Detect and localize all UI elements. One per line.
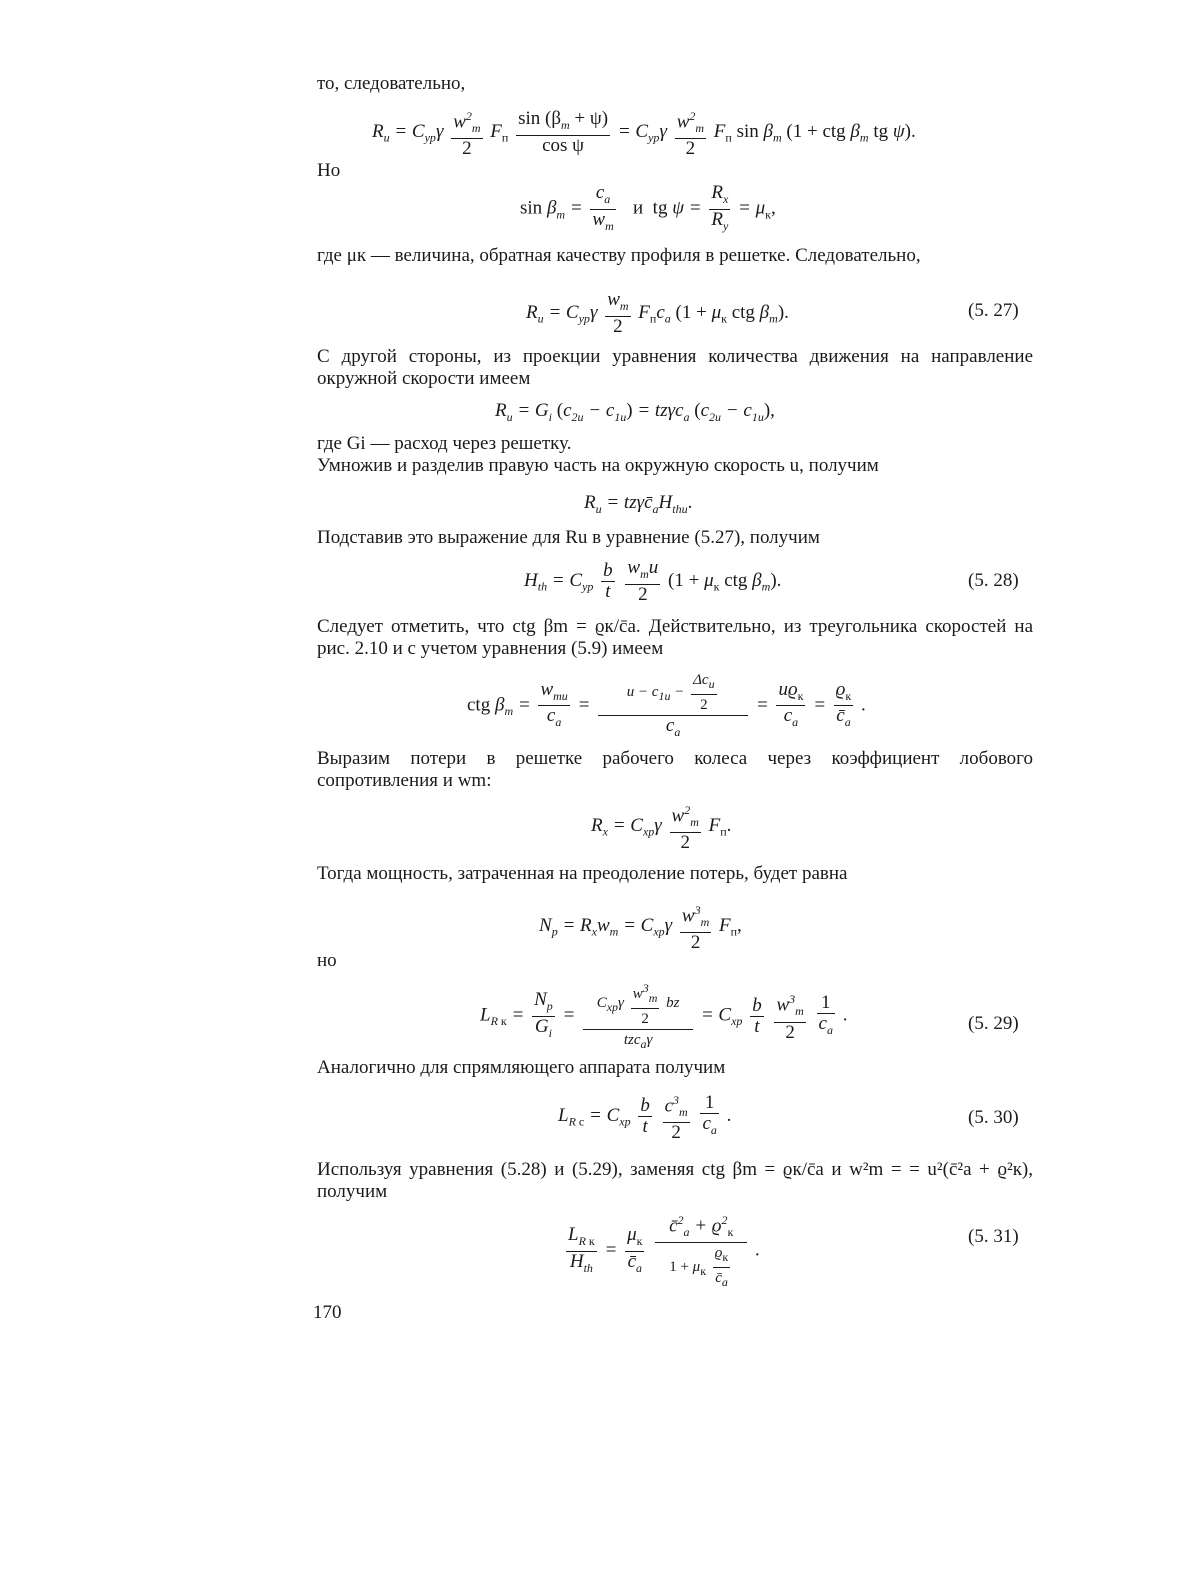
paragraph-1: то, следовательно,: [317, 73, 466, 94]
equation-5-30: $L_{R с} = C_{xp}$ $\frac{b}{t}$ $\frac{c^3_m}{2}$ $\frac{1}{c_a}$ .: [558, 1090, 731, 1143]
equation-number-5-27: (5. 27): [968, 300, 1019, 321]
paragraph-5: где Gi — расход через решетку.: [317, 433, 572, 454]
equation-ctg-beta: ctg $\beta_m$ = $w_{mu}$ $c_a$ = $u - c_{1u}$ − $\Delta c_u$ 2 $c_a$ = $uϱ_к$ $c_a$ = $ϱ_к$ $c̄_a$ .: [467, 672, 866, 739]
page-number: 170: [313, 1302, 342, 1323]
equation-number-5-28: (5. 28): [968, 570, 1019, 591]
equation-number-5-29: (5. 29): [968, 1013, 1019, 1034]
equation-5-31: $L_{R к}$ $H_{th}$ = $\mu_к$ $c̄_a$ c̄$^2_a$ + $ϱ^2_к$ $1 + \mu_к$ $ϱ_к$ $c̄_a$ .: [563, 1210, 760, 1292]
equation-5-29: $L_{R к}$ = $\frac{N_p}{G_i}$ = $C_{xp}\gamma$ $\frac{w^3_m}{2}$ bz tzc$_a$γ = $C_{xp}$ $\frac{b}{t}$ $\frac{w^3_m}{2}$ $\frac{1}{c_a}$ .: [480, 978, 847, 1054]
paragraph-4: С другой стороны, из проекции уравнения количества движения на направление окружной скорости имеем: [317, 346, 1033, 389]
paragraph-8: Следует отметить, что ctg βm = ϱк/c̄a. Действительно, из треугольника скоростей на рис. 2.10 и с учетом уравнения (5.9) имеем: [317, 616, 1033, 659]
paragraph-11: но: [317, 950, 337, 971]
equation-ru-hthu: $R_u$ = $tz\gamma c̄_aH_{thu}$.: [584, 492, 693, 516]
equation-number-5-31: (5. 31): [968, 1226, 1019, 1247]
paragraph-7: Подставив это выражение для Ru в уравнение (5.27), получим: [317, 527, 820, 548]
equation-ru-expansion: $R_u = C_{yp}\gamma$ $\frac{w^2_m}{2}$ $F_п$ $\frac{\sin (\beta_m + \psi)}{\text{cos ψ}}$ = $C_{yp}\gamma$ $\frac{w^2_m}{2}$ $F_п$ $\sin \beta_m$ (1 + ctg $\beta_m$ tg ψ).: [372, 106, 916, 159]
paragraph-12: Аналогично для спрямляющего аппарата получим: [317, 1057, 726, 1078]
equation-sin-tg: $\sin \beta_m$ = $\frac{c_a}{w_m}$ и tg ψ = $\frac{R_x}{R_y}$ = $\mu_к$,: [520, 182, 776, 233]
paragraph-10: Тогда мощность, затраченная на преодоление потерь, будет равна: [317, 863, 848, 884]
equation-rx: $R_x = C_{xp}\gamma$ $\frac{w^2_m}{2}$ $F_п$.: [591, 800, 731, 853]
paragraph-6: Умножив и разделив правую часть на окружную скорость u, получим: [317, 455, 879, 476]
paragraph-9: Выразим потери в решетке рабочего колеса через коэффициент лобового сопротивления и wm:: [317, 748, 1033, 791]
equation-5-27: $R_u = C_{yp}\gamma$ $\frac{w_m}{2}$ $F_пc_a$ ($1 + \mu_к$ ctg $\beta_m$).: [526, 289, 789, 337]
paragraph-3: где μк — величина, обратная качеству профиля в решетке. Следовательно,: [317, 245, 921, 266]
paragraph-13: Используя уравнения (5.28) и (5.29), заменяя ctg βm = ϱк/c̄a и w²m = = u²(c̄²a + ϱ²к), получим: [317, 1159, 1033, 1202]
equation-np: $N_p = R_xw_m = C_{xp}\gamma$ $\frac{w^3_m}{2}$ $F_п$,: [539, 900, 742, 953]
equation-number-5-30: (5. 30): [968, 1107, 1019, 1128]
paragraph-2: Но: [317, 160, 341, 181]
equation-ru-momentum: $R_u = G_i$ $(c_{2u} - c_{1u}) = tz\gamma c_a$ $(c_{2u} - c_{1u})$,: [495, 400, 775, 424]
equation-5-28: $H_{th} = C_{yp}$ $\frac{b}{t}$ $w_mu$ 2 ($1 + \mu_к$ ctg $\beta_m$).: [524, 557, 782, 605]
